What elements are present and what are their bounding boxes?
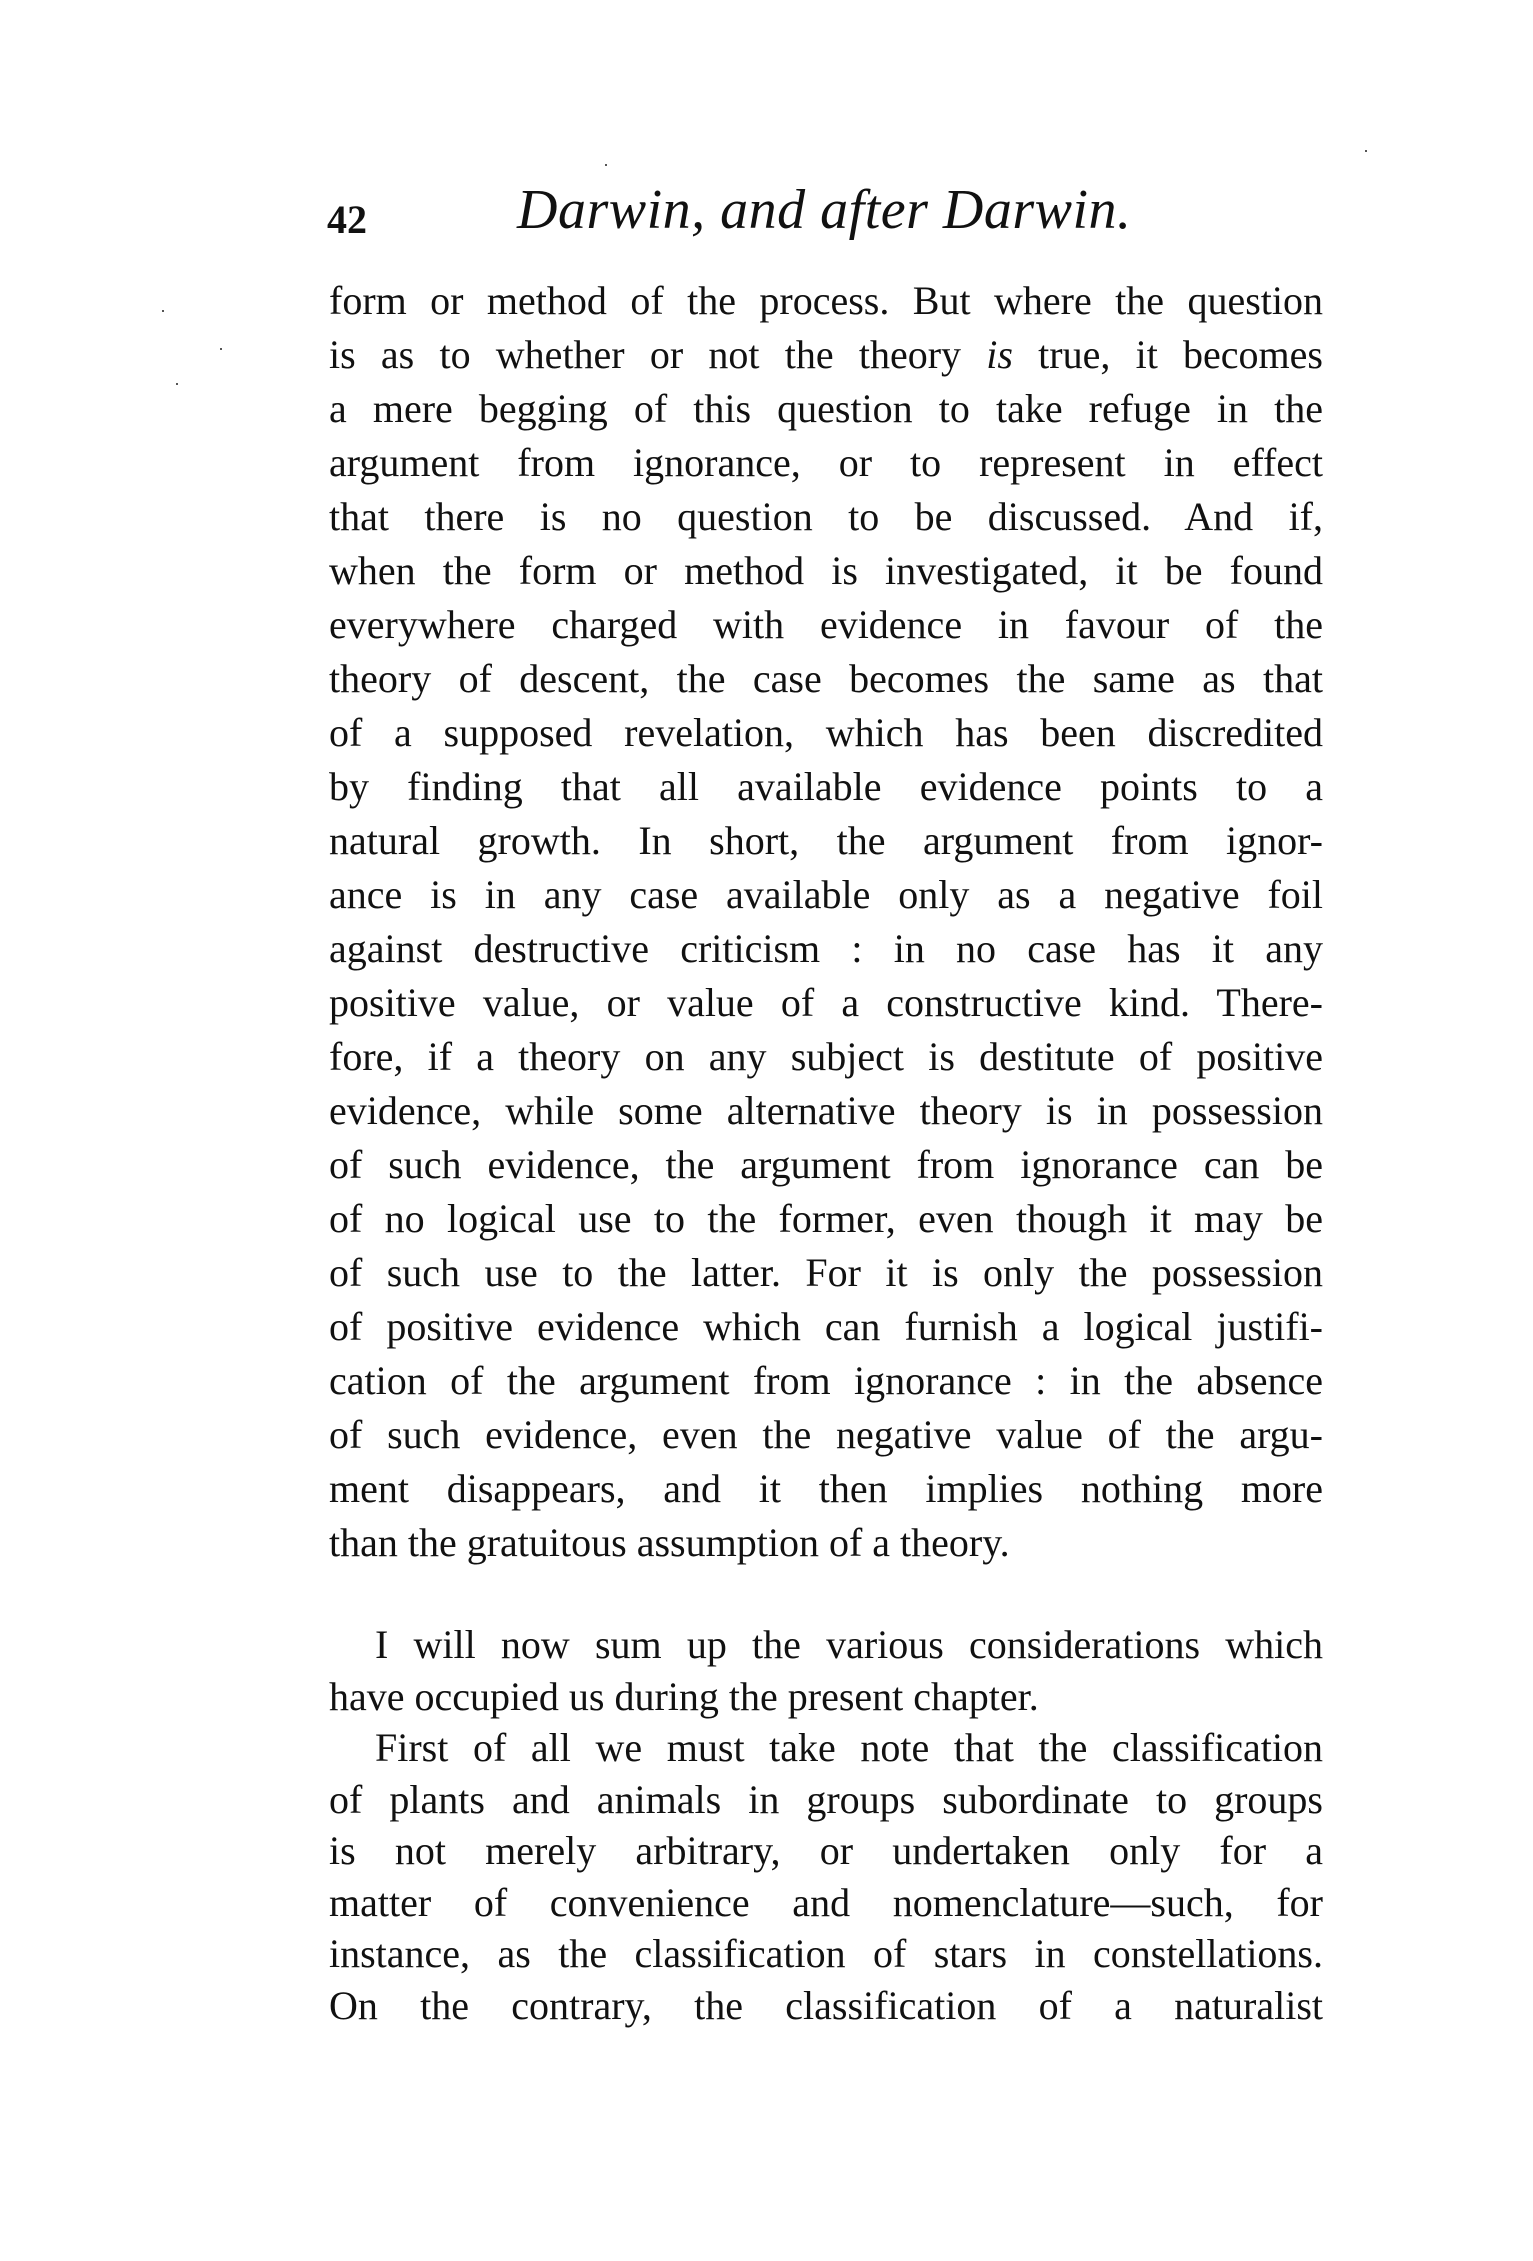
text-line: when the form or method is investigated, it be found [329, 548, 1323, 593]
scan-speck [605, 164, 607, 166]
text-line: of no logical use to the former, even though it may be [329, 1196, 1323, 1241]
scan-speck [1365, 150, 1367, 152]
paragraph-1 [329, 274, 1323, 1570]
text-line: instance, as the classification of stars in constellations. [329, 1931, 1323, 1976]
text-line: a mere begging of this question to take refuge in the [329, 386, 1323, 431]
paragraph-3 [329, 1722, 1323, 2031]
text-line: argument from ignorance, or to represent in effect [329, 440, 1323, 485]
text-line: of such evidence, the argument from ignorance can be [329, 1142, 1323, 1187]
scan-speck [162, 310, 164, 312]
text-line: against destructive criticism : in no case has it any [329, 926, 1323, 971]
text-line: evidence, while some alternative theory is in possession [329, 1088, 1323, 1133]
paragraph-2 [329, 1619, 1323, 1722]
text-line: positive value, or value of a constructive kind. There- [329, 980, 1323, 1025]
scan-speck [220, 348, 222, 350]
text-line: of plants and animals in groups subordinate to groups [329, 1776, 1323, 1822]
text-line-part: true, it becomes [1012, 332, 1323, 377]
text-line: of such evidence, even the negative value of the argu- [329, 1412, 1323, 1457]
text-line-part: is as to whether or not the theory [329, 332, 987, 377]
text-line: fore, if a theory on any subject is destitute of positive [329, 1034, 1323, 1079]
text-line: than the gratuitous assumption of a theory. [329, 1520, 1010, 1565]
text-line: ance is in any case available only as a negative foil [329, 872, 1323, 917]
running-title: Darwin, and after Darwin. [517, 179, 1132, 241]
body-text [329, 274, 1323, 2031]
text-line: everywhere charged with evidence in favour of the [329, 602, 1323, 647]
text-line: have occupied us during the present chapter. [329, 1673, 1039, 1719]
scan-speck [176, 383, 178, 385]
text-line: matter of convenience and nomenclature—such, for [329, 1879, 1323, 1925]
text-line: of positive evidence which can furnish a logical justifi- [329, 1304, 1323, 1349]
running-head [327, 178, 1327, 248]
text-line: form or method of the process. But where the question [329, 278, 1323, 323]
emphasized-word: is [986, 332, 1013, 377]
text-line: I will now sum up the various considerations which [375, 1622, 1323, 1667]
paragraph-gap [329, 1570, 1323, 1619]
text-line: theory of descent, the case becomes the same as that [329, 656, 1323, 701]
text-line: ment disappears, and it then implies nothing more [329, 1466, 1323, 1511]
text-line: is not merely arbitrary, or undertaken only for a [329, 1828, 1323, 1873]
page-number: 42 [327, 197, 367, 242]
text-line: cation of the argument from ignorance : in the absence [329, 1358, 1323, 1403]
text-line: of a supposed revelation, which has been discredited [329, 710, 1323, 755]
text-line: of such use to the latter. For it is only the possession [329, 1250, 1323, 1295]
text-line: On the contrary, the classification of a naturalist [329, 1982, 1323, 2028]
text-line: First of all we must take note that the classification [375, 1725, 1323, 1770]
text-line: natural growth. In short, the argument from ignor- [329, 818, 1323, 863]
text-line: by finding that all available evidence points to a [329, 764, 1323, 809]
text-line: that there is no question to be discussed. And if, [329, 494, 1323, 539]
text-line [329, 328, 1323, 382]
